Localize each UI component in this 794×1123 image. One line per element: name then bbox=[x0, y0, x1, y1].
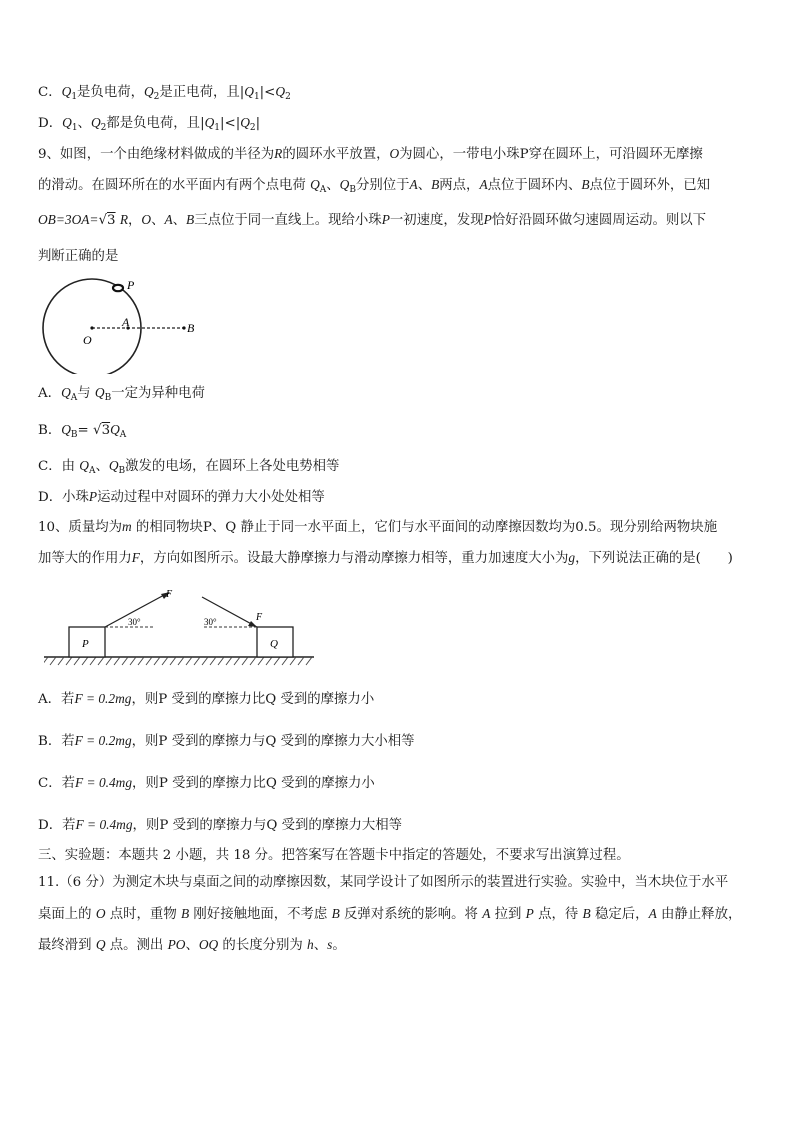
symbol: Q bbox=[94, 385, 105, 400]
symbol: Q bbox=[110, 422, 120, 437]
symbol: P bbox=[525, 906, 534, 921]
option-letter: B．若 bbox=[38, 734, 75, 749]
point-o bbox=[90, 326, 93, 329]
q9-line-3 bbox=[38, 211, 758, 230]
text: 都是负电荷，且| bbox=[106, 116, 205, 131]
subscript: B bbox=[118, 466, 126, 476]
text: 是正电荷，且| bbox=[159, 85, 245, 100]
text: 分别位于 bbox=[355, 178, 410, 193]
q11-line-2 bbox=[38, 905, 758, 924]
symbol: R bbox=[274, 146, 283, 161]
charge-symbol: Q bbox=[90, 115, 101, 130]
subscript: 1 bbox=[71, 123, 78, 133]
text: ，方向如图所示。设最大静摩擦力与滑动摩擦力相等，重力加速度大小为 bbox=[139, 551, 569, 566]
symbol: P bbox=[88, 489, 98, 504]
text: 点位于圆环内、 bbox=[487, 178, 582, 193]
equation: F = 0.4mg bbox=[75, 775, 133, 790]
q8-option-d bbox=[38, 114, 758, 133]
charge-symbol: Q bbox=[61, 84, 72, 99]
text: 判断正确的是 bbox=[38, 249, 119, 264]
symbol: B bbox=[186, 212, 195, 227]
option-letter: D． bbox=[38, 116, 63, 131]
angle-q-label: 30° bbox=[204, 617, 217, 627]
label-o: O bbox=[83, 333, 92, 347]
symbol: Q bbox=[339, 177, 350, 192]
label-a: A bbox=[122, 315, 130, 329]
subscript: A bbox=[319, 185, 327, 195]
option-letter: B． bbox=[38, 423, 62, 438]
symbol: B bbox=[180, 906, 190, 921]
text: = bbox=[77, 423, 94, 438]
charge-symbol: Q bbox=[275, 84, 286, 99]
text: ，下列说法正确的是( ) bbox=[575, 551, 733, 566]
symbol: A bbox=[648, 906, 657, 921]
symbol: Q bbox=[79, 458, 89, 473]
subscript: B bbox=[104, 393, 112, 403]
text: 点，待 bbox=[533, 907, 583, 922]
symbol: B bbox=[331, 906, 340, 921]
charge-symbol: Q bbox=[240, 115, 250, 130]
ring-diagram bbox=[36, 274, 216, 374]
symbol: O bbox=[95, 906, 106, 921]
q11-line-3 bbox=[38, 936, 758, 955]
text: 反弹对系统的影响。将 bbox=[339, 907, 483, 922]
equation: OB=3OA= bbox=[38, 212, 99, 227]
text: 稳定后， bbox=[590, 907, 649, 922]
text: 、 bbox=[95, 459, 109, 474]
text: 运动过程中对圆环的弹力大小处处相等 bbox=[97, 490, 325, 505]
text: 、 bbox=[151, 213, 165, 228]
q9-line-1 bbox=[38, 145, 758, 164]
symbol: m bbox=[122, 519, 132, 534]
symbol: Q bbox=[310, 177, 320, 192]
radicand: 3 bbox=[101, 423, 111, 438]
text: 的长度分别为 bbox=[218, 938, 308, 953]
text: |<| bbox=[220, 116, 241, 131]
text: 加等大的作用力 bbox=[38, 551, 132, 566]
charge-symbol: Q bbox=[144, 84, 154, 99]
label-p: P bbox=[127, 278, 135, 292]
subscript: 1 bbox=[214, 123, 220, 133]
text: 刚好接触地面，不考虑 bbox=[189, 907, 332, 922]
text: 激发的电场，在圆环上各处电势相等 bbox=[125, 459, 340, 474]
text: 的相同物块P、Q 静止于同一水平面上，它们与水平面间的动摩擦因数均为0.5。现分别给两物块施 bbox=[131, 520, 718, 535]
subscript: A bbox=[119, 430, 127, 440]
subscript: 1 bbox=[71, 92, 78, 102]
symbol: P bbox=[381, 212, 390, 227]
text: ，则P 受到的摩擦力与Q 受到的摩擦力大相等 bbox=[132, 818, 403, 833]
subscript: 1 bbox=[253, 92, 260, 102]
option-letter: A． bbox=[38, 386, 62, 401]
q9-option-b bbox=[38, 421, 758, 440]
text: 最终滑到 bbox=[38, 938, 96, 953]
symbol: R bbox=[119, 212, 128, 227]
text: 。 bbox=[332, 938, 346, 953]
text: | bbox=[255, 116, 261, 131]
q9-line-2 bbox=[38, 176, 758, 195]
symbol: s bbox=[327, 937, 333, 952]
option-letter: C．由 bbox=[38, 459, 80, 474]
ground-hatching bbox=[44, 657, 312, 665]
text: 三点位于同一直线上。现给小珠 bbox=[194, 213, 382, 228]
block-p-label: P bbox=[82, 638, 89, 650]
subscript: 2 bbox=[249, 123, 256, 133]
subscript: 2 bbox=[153, 92, 160, 102]
text: 点位于圆环外，已知 bbox=[589, 178, 711, 193]
subscript: 2 bbox=[100, 123, 107, 133]
symbol: B bbox=[431, 177, 440, 192]
q9-line-4 bbox=[38, 248, 758, 266]
symbol: A bbox=[479, 177, 488, 192]
charge-symbol: Q bbox=[244, 84, 254, 99]
force-q-label: F bbox=[256, 612, 263, 623]
q9-option-d bbox=[38, 488, 758, 507]
symbol: Q bbox=[95, 937, 106, 952]
point-b bbox=[182, 326, 185, 329]
q10-option-c bbox=[38, 774, 758, 793]
section-3-heading bbox=[38, 847, 758, 865]
text: 的圆环水平放置， bbox=[282, 147, 390, 162]
text: 由静止释放， bbox=[656, 907, 742, 922]
force-p-label: F bbox=[166, 589, 173, 600]
q10-line-2 bbox=[38, 549, 758, 568]
sqrt-sign: √ bbox=[93, 423, 102, 438]
symbol: A bbox=[409, 177, 418, 192]
angle-p-label: 30° bbox=[128, 617, 141, 627]
text: 点。测出 bbox=[105, 938, 168, 953]
charge-symbol: Q bbox=[62, 115, 72, 130]
text: 10、质量均为 bbox=[38, 520, 122, 535]
text: 两点， bbox=[439, 178, 480, 193]
q9-option-a bbox=[38, 384, 758, 403]
text: ，则P 受到的摩擦力与Q 受到的摩擦力大小相等 bbox=[131, 734, 415, 749]
symbol: P bbox=[483, 212, 492, 227]
sqrt-sign: √ bbox=[98, 213, 108, 228]
symbol: B bbox=[582, 906, 591, 921]
text: 、 bbox=[185, 938, 199, 953]
symbol: Q bbox=[61, 385, 71, 400]
q9-option-c bbox=[38, 457, 758, 476]
block-q-label: Q bbox=[270, 638, 278, 650]
text: 、 bbox=[172, 213, 187, 228]
equation: F = 0.2mg bbox=[74, 691, 132, 706]
option-letter: A．若 bbox=[38, 692, 75, 707]
symbol: A bbox=[164, 212, 173, 227]
equation: F = 0.4mg bbox=[75, 817, 133, 832]
subscript: A bbox=[70, 393, 78, 403]
subscript: 2 bbox=[285, 92, 291, 102]
text: 是负电荷， bbox=[77, 85, 144, 100]
text: 桌面上的 bbox=[38, 907, 96, 922]
option-letter: D．小珠 bbox=[38, 490, 89, 505]
text: 的滑动。在圆环所在的水平面内有两个点电荷 bbox=[38, 178, 311, 193]
text: 9、如图，一个由绝缘材料做成的半径为 bbox=[38, 147, 275, 162]
symbol: O bbox=[389, 146, 400, 161]
text: 与 bbox=[77, 386, 95, 401]
q10-option-b bbox=[38, 732, 758, 751]
symbol: Q bbox=[61, 422, 71, 437]
label-b: B bbox=[187, 321, 195, 335]
text: 三、实验题：本题共 2 小题，共 18 分。把答案写在答题卡中指定的答题处，不要求写出演算过程。 bbox=[38, 848, 630, 863]
q10-option-d bbox=[38, 816, 758, 835]
text: 为圆心，一带电小珠P穿在圆环上，可沿圆环无摩擦 bbox=[399, 147, 703, 162]
text: ，则P 受到的摩擦力比Q 受到的摩擦力小 bbox=[131, 692, 375, 707]
subscript: A bbox=[88, 466, 96, 476]
text: 、 bbox=[77, 116, 91, 131]
text: 、 bbox=[417, 178, 432, 193]
symbol: A bbox=[482, 906, 491, 921]
text: 拉到 bbox=[490, 907, 526, 922]
radicand: 3 bbox=[107, 213, 116, 228]
text: ，则P 受到的摩擦力比Q 受到的摩擦力小 bbox=[132, 776, 375, 791]
text: 点时，重物 bbox=[105, 907, 181, 922]
q10-option-a bbox=[38, 690, 758, 709]
text: 、 bbox=[326, 178, 340, 193]
symbol: F bbox=[131, 550, 140, 565]
option-letter: C．若 bbox=[38, 776, 76, 791]
blocks-diagram bbox=[44, 585, 316, 669]
text: 一初速度，发现 bbox=[389, 213, 484, 228]
subscript: B bbox=[70, 430, 78, 440]
option-letter: D．若 bbox=[38, 818, 76, 833]
text: 一定为异种电荷 bbox=[111, 386, 205, 401]
q10-line-1 bbox=[38, 518, 758, 537]
text: 11.（6 分）为测定木块与桌面之间的动摩擦因数，某同学设计了如图所示的装置进行实验。实验中，当木块位于水平 bbox=[38, 875, 729, 890]
text: ， bbox=[128, 213, 142, 228]
symbol: O bbox=[141, 212, 152, 227]
symbol: OQ bbox=[198, 937, 219, 952]
symbol: Q bbox=[108, 458, 119, 473]
symbol: h bbox=[307, 937, 314, 952]
equation: F = 0.2mg bbox=[74, 733, 132, 748]
option-letter: C． bbox=[38, 85, 62, 100]
bead-p bbox=[113, 285, 123, 291]
subscript: B bbox=[349, 185, 356, 195]
symbol: B bbox=[581, 177, 590, 192]
text: 、 bbox=[313, 938, 328, 953]
text: |< bbox=[259, 85, 276, 100]
symbol: g bbox=[568, 550, 576, 565]
q8-option-c bbox=[38, 83, 758, 102]
q11-line-1 bbox=[38, 874, 758, 892]
charge-symbol: Q bbox=[204, 115, 215, 130]
symbol: PO bbox=[167, 937, 186, 952]
text: 恰好沿圆环做匀速圆周运动。则以下 bbox=[491, 213, 707, 228]
